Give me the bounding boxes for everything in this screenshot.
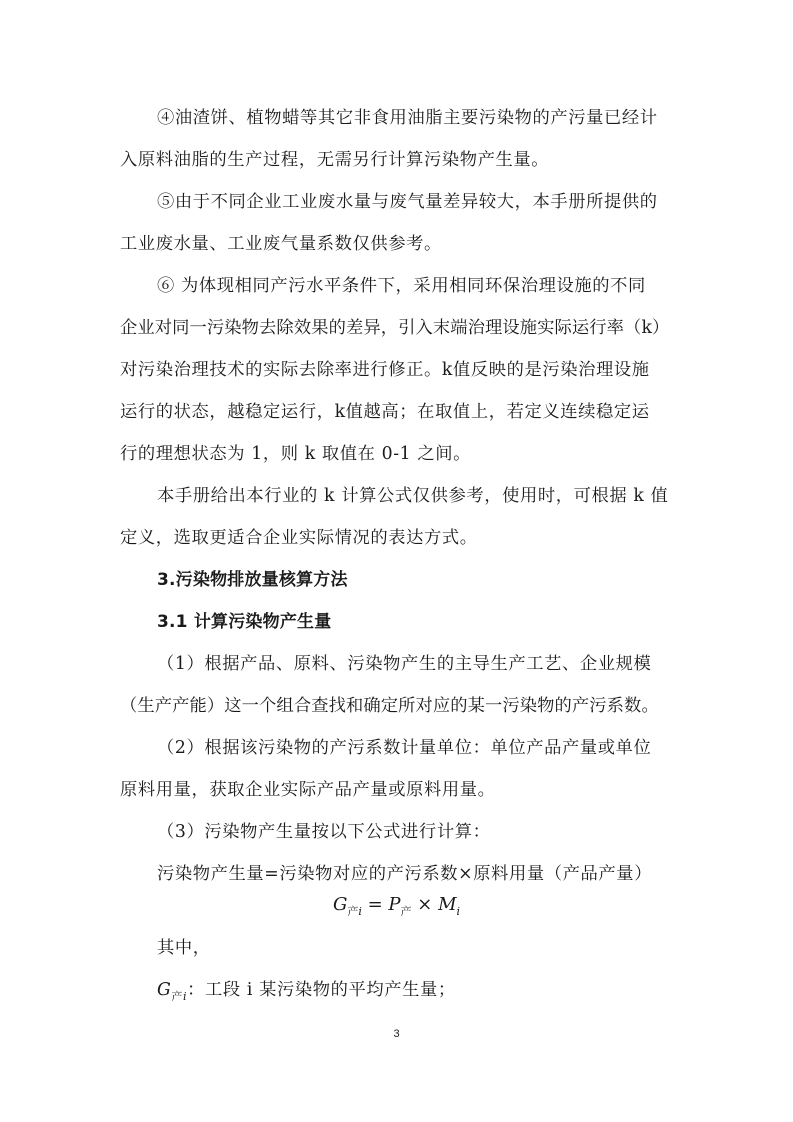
paragraph-line: 运行的状态，越稳定运行，k值越高；在取值上，若定义连续稳定运	[120, 402, 650, 422]
def-sub-chan: 产	[171, 990, 184, 1003]
paragraph-line: 本手册给出本行业的 k 计算公式仅供参考，使用时，可根据 k 值	[157, 486, 669, 506]
paragraph-line: （2）根据该污染物的产污系数计量单位：单位产品产量或单位	[157, 738, 652, 758]
paragraph-line: 定义，选取更适合企业实际情况的表达方式。	[120, 528, 478, 548]
page-number: 3	[393, 1028, 400, 1040]
paragraph-line: ⑤由于不同企业工业废水量与废气量差异较大，本手册所提供的	[157, 192, 658, 212]
paragraph-line: ④油渣饼、植物蜡等其它非食用油脂主要污染物的产污量已经计	[157, 108, 658, 128]
paragraph-line: 污染物产生量=污染物对应的产污系数×原料用量（产品产量）	[157, 864, 653, 884]
def-g: G	[157, 980, 172, 1000]
paragraph-line: （3）污染物产生量按以下公式进行计算：	[157, 822, 491, 842]
section-heading: 3.污染物排放量核算方法	[157, 570, 348, 590]
paragraph-line: 工业废水量、工业废气量系数仅供参考。	[120, 234, 442, 254]
formula-equals: =	[361, 894, 389, 915]
def-sub-i: i	[183, 990, 188, 1003]
formula	[0, 893, 793, 924]
formula-p: P	[388, 894, 401, 915]
formula-sub-i-2: i	[456, 905, 461, 918]
paragraph-line: ⑥ 为体现相同产污水平条件下，采用相同环保治理设施的不同	[157, 276, 646, 296]
paragraph-line: 入原料油脂的生产过程，无需另行计算污染物产生量。	[120, 150, 550, 170]
formula-g: G	[332, 894, 348, 915]
paragraph-line: 企业对同一污染物去除效果的差异，引入末端治理设施实际运行率（k）	[120, 318, 670, 338]
paragraph-line: 对污染治理技术的实际去除率进行修正。k值反映的是污染治理设施	[120, 360, 650, 380]
paragraph-line: 行的理想状态为 1，则 k 取值在 0-1 之间。	[120, 444, 471, 464]
formula-m: M	[438, 894, 457, 915]
def-text: ：工段 i 某污染物的平均产生量；	[187, 980, 456, 1000]
formula-sub-i: i	[358, 905, 362, 918]
formula-times: ×	[411, 894, 439, 915]
definition-line	[157, 978, 680, 1009]
paragraph-line: （生产产能）这一个组合查找和确定所对应的某一污染物的产污系数。	[120, 696, 659, 716]
paragraph-line: 原料用量，获取企业实际产品产量或原料用量。	[120, 780, 496, 800]
subsection-heading: 3.1 计算污染物产生量	[157, 612, 332, 632]
paragraph-line: 其中，	[157, 938, 211, 958]
formula-sub-chan-2: 产	[400, 905, 412, 918]
paragraph-line: （1）根据产品、原料、污染物产生的主导生产工艺、企业规模	[157, 654, 652, 674]
formula-sub-chan: 产	[347, 905, 359, 918]
